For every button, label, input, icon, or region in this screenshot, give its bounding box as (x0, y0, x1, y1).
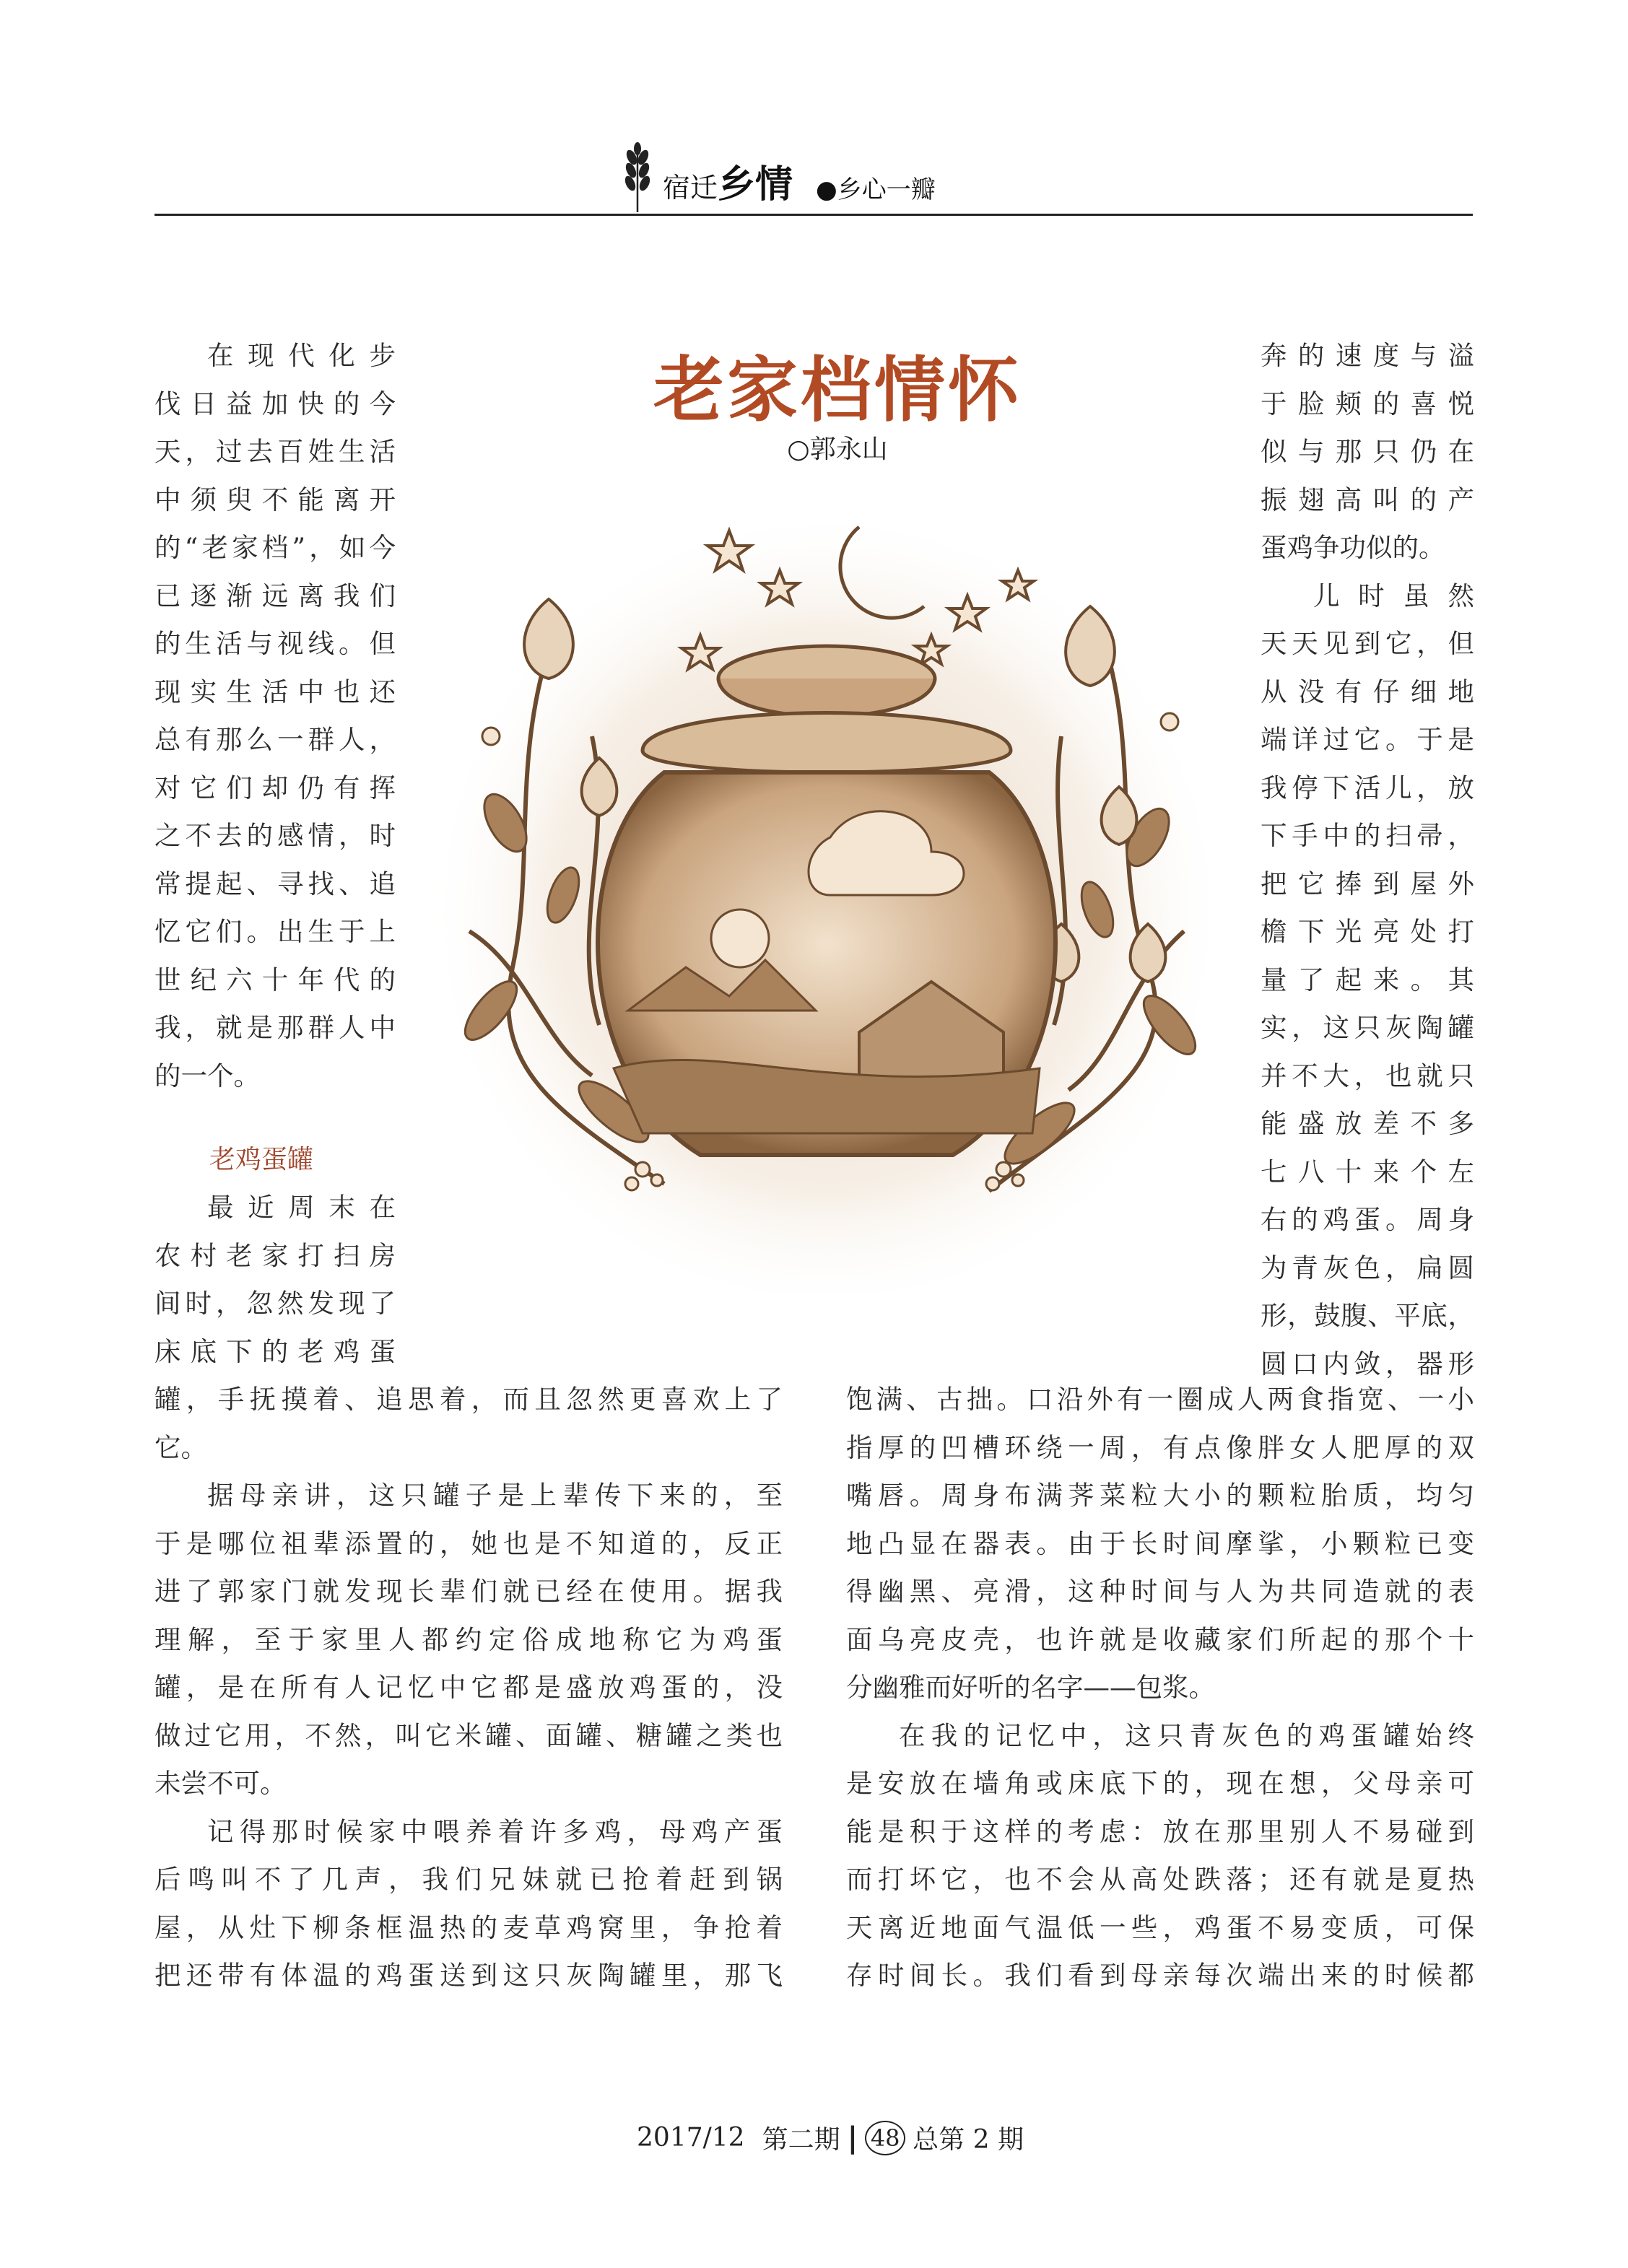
paragraph-line: 在我的记忆中，这只青灰色的鸡蛋罐始终 (899, 1719, 1474, 1751)
paragraph-line: 最近周末在 (207, 1192, 396, 1223)
paragraph-line: 能盛放差不多 (1261, 1108, 1474, 1139)
article-title: 老家档情怀 (653, 349, 1022, 432)
bottom-left-column (154, 1376, 783, 2000)
paragraph-line: 得幽黑、亮滑，这种时间与人为共同造就的表 (846, 1576, 1474, 1607)
paragraph-line: 在现代化步 (207, 340, 396, 371)
paragraph-line: 我停下活儿，放 (1261, 772, 1474, 803)
paragraph-line: 分幽雅而好听的名字——包浆。 (846, 1672, 1215, 1703)
paragraph-line: 实，这只灰陶罐 (1261, 1012, 1474, 1043)
paragraph-line: 嘴唇。周身布满荠菜粒大小的颗粒胎质，均匀 (846, 1480, 1474, 1511)
paragraph-line: 总有那么一群人， (154, 724, 396, 755)
paragraph-line: 能是积于这样的考虑：放在那里别人不易碰到 (846, 1815, 1474, 1847)
paragraph-line: 伐日益加快的今 (154, 388, 396, 419)
total-issue: 总第 2 期 (913, 2125, 1024, 2155)
paragraph-line: 据母亲讲，这只罐子是上辈传下来的，至 (207, 1480, 783, 1511)
bottom-right-column (846, 1376, 1474, 2000)
paragraph-line: 后鸣叫不了几声，我们兄妹就已抢着赶到锅 (154, 1864, 783, 1895)
paragraph-line: 理解，至于家里人都约定俗成地称它为鸡蛋 (154, 1623, 783, 1655)
left-column (154, 332, 396, 1100)
paragraph-line: 蛋鸡争功似的。 (1261, 532, 1445, 563)
paragraph-line: 未尝不可。 (154, 1768, 287, 1799)
paragraph-line: 下手中的扫帚， (1261, 820, 1474, 851)
paragraph-line: 并不大，也就只 (1261, 1060, 1474, 1091)
paragraph-line: 屋，从灶下柳条框温热的麦草鸡窝里，争抢着 (154, 1911, 783, 1943)
paragraph-line: 已逐渐远离我们 (154, 580, 396, 611)
paragraph-line: 从没有仔细地 (1261, 676, 1474, 707)
paragraph-line: 农村老家打扫房 (154, 1239, 396, 1271)
paragraph-line: 我，就是那群人中 (154, 1012, 396, 1043)
paragraph-line: 间时，忽然发现了 (154, 1288, 396, 1319)
paragraph-line: 指厚的凹槽环绕一周，有点像胖女人肥厚的双 (846, 1431, 1474, 1463)
header-rule (154, 214, 1473, 216)
issue-number: 第二期 (762, 2125, 840, 2155)
page-header (621, 141, 936, 214)
paragraph-line: 世纪六十年代的 (154, 964, 396, 995)
paragraph-line: 振翅高叫的产 (1261, 484, 1474, 515)
paragraph-line: 天离近地面气温低一些，鸡蛋不易变质，可保 (846, 1911, 1474, 1943)
paragraph-line: 把它捧到屋外 (1261, 868, 1474, 899)
paragraph-line: 天天见到它，但 (1261, 628, 1474, 659)
paragraph-line: 右的鸡蛋。周身 (1261, 1204, 1474, 1235)
paragraph-line: 于脸颊的喜悦 (1261, 388, 1474, 419)
paragraph-line: 之不去的感情，时 (154, 820, 396, 851)
issue-date: 2017/12 (637, 2123, 745, 2153)
wheat-icon (621, 141, 654, 214)
paragraph-line: 于是哪位祖辈添置的，她也是不知道的，反正 (154, 1527, 783, 1559)
paragraph-line: 的“老家档”，如今 (154, 532, 396, 563)
paragraph-line: 而打坏它，也不会从高处跌落；还有就是夏热 (846, 1864, 1474, 1895)
paragraph-line: 中须臾不能离开 (154, 484, 396, 515)
paragraph-line: 罐，是在所有人记忆中它都是盛放鸡蛋的，没 (154, 1672, 783, 1703)
paragraph-line: 罐，手抚摸着、追思着，而且忽然更喜欢上了 (154, 1384, 783, 1415)
paragraph-line: 奔的速度与溢 (1261, 340, 1474, 371)
article-author: ○郭永山 (787, 435, 888, 464)
paragraph-line: 七八十来个左 (1261, 1156, 1474, 1187)
paragraph-line: 把还带有体温的鸡蛋送到这只灰陶罐里，那飞 (154, 1960, 783, 1991)
paragraph-line: 是安放在墙角或床底下的，现在想，父母亲可 (846, 1768, 1474, 1799)
paragraph-line: 现实生活中也还 (154, 676, 396, 707)
paragraph-line: 形，鼓腹、平底， (1261, 1300, 1474, 1331)
page-footer (578, 2119, 1083, 2156)
paragraph-line: 端详过它。于是 (1261, 724, 1474, 755)
paragraph-line: 忆它们。出生于上 (154, 916, 396, 947)
paragraph-line: 做过它用，不然，叫它米罐、面罐、糖罐之类也 (154, 1719, 783, 1751)
paragraph-line: 它。 (154, 1431, 207, 1463)
paragraph-line: 饱满、古拙。口沿外有一圈成人两食指宽、一小 (846, 1384, 1474, 1415)
paragraph-line: 面乌亮皮壳，也许就是收藏家们所起的那个十 (846, 1623, 1474, 1655)
paragraph-line: 进了郭家门就发现长辈们就已经在使用。据我 (154, 1576, 783, 1607)
paragraph-line: 檐下光亮处打 (1261, 916, 1474, 947)
paragraph-line: 对它们却仍有挥 (154, 772, 396, 803)
right-column (1261, 332, 1474, 1388)
paragraph-line: 圆口内敛，器形 (1261, 1348, 1474, 1379)
paragraph-line: 床底下的老鸡蛋 (154, 1335, 396, 1367)
paragraph-line: 存时间长。我们看到母亲每次端出来的时候都 (846, 1960, 1474, 1991)
paragraph-line: 天，过去百姓生活 (154, 436, 396, 467)
paragraph-line: 记得那时候家中喂养着许多鸡，母鸡产蛋 (207, 1815, 783, 1847)
paragraph-line: 的生活与视线。但 (154, 628, 396, 659)
footer-separator: | (847, 2121, 858, 2155)
section-subheading: 老鸡蛋罐 (209, 1145, 314, 1174)
column-name: ●乡心一瓣 (816, 175, 936, 204)
paragraph-line: 常提起、寻找、追 (154, 868, 396, 899)
paragraph-line: 为青灰色，扁圆 (1261, 1252, 1474, 1283)
paragraph-line: 地凸显在器表。由于长时间摩挲，小颗粒已变 (846, 1527, 1474, 1559)
page-number: 48 (865, 2121, 905, 2155)
paragraph-line: 似与那只仍在 (1261, 436, 1474, 467)
egg-jar-illustration (426, 462, 1227, 1292)
left-column-2 (154, 1184, 396, 1376)
magazine-name: 宿迁乡情 (663, 163, 793, 206)
paragraph-line: 儿时虽然 (1313, 580, 1474, 611)
paragraph-line: 的一个。 (154, 1060, 260, 1091)
paragraph-line: 量了起来。其 (1261, 964, 1474, 995)
